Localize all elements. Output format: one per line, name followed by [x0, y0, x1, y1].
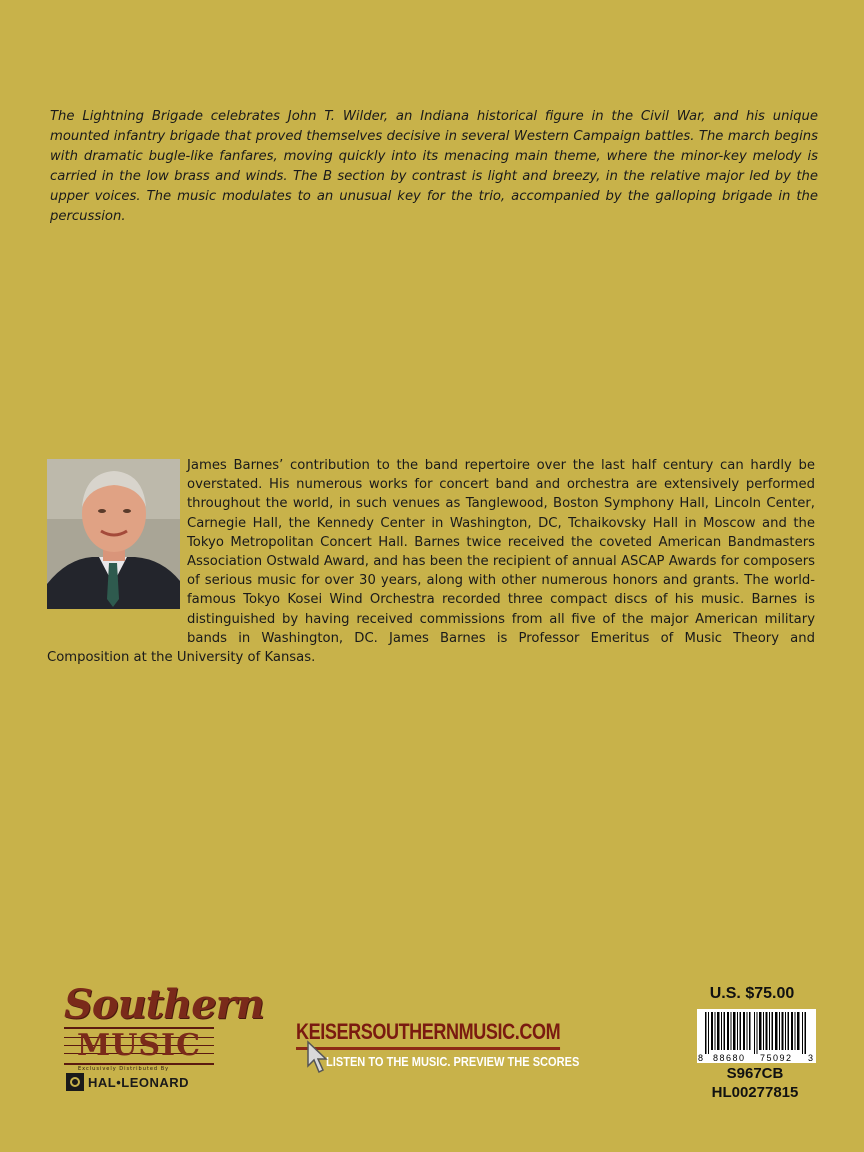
website-block [296, 1019, 624, 1069]
hal-leonard-text: HAL•LEONARD [88, 1074, 190, 1090]
distributed-by-text: Exclusively Distributed By [78, 1066, 170, 1072]
hal-leonard-mark-icon [66, 1073, 84, 1091]
cursor-icon [306, 1040, 328, 1074]
price: U.S. $75.00 [709, 985, 795, 1002]
barcode-digit-check: 3 [808, 1053, 814, 1063]
hal-leonard-logo [66, 1072, 189, 1092]
southern-music-logo [64, 981, 264, 1065]
barcode-digit-lead: 8 [698, 1053, 704, 1063]
composer-bio: James Barnes’ contribution to the band repertoire over the last half century can hardly be overstated. His numerous works for concert band and orchestra are extensively performed throughout the world, in such venues as Tanglewood, Boston Symphony Hall, Lincoln Center, Carnegie Hall, the Kennedy Center in Washington, DC, Tchaikovsky Hall in Moscow and the Tokyo Metropolitan Concert Hall. Barnes twice received the coveted American Bandmasters Association Ostwald Award, and has been the recipient of annual ASCAP Awards for composers of serious music for over 30 years, along with other numerous honors and grants. The world-famous Tokyo Kosei Wind Orchestra recorded three compact discs of his music. Barnes is distinguished by having received commissions from all five of the major American military bands in Washington, DC. James Barnes is Professor Emeritus of Music Theory and Composition at the University of Kansas. [47, 458, 815, 666]
website-tagline: LISTEN TO THE MUSIC. PREVIEW THE SCORES [326, 1054, 580, 1069]
logo-music-text: MUSIC [77, 1028, 201, 1063]
barcode-digits-left: 88680 [713, 1053, 746, 1063]
hl-number: HL00277815 [711, 1084, 799, 1101]
website-url[interactable]: KEISERSOUTHERNMUSIC.COM [296, 1019, 560, 1050]
catalog-number: S967CB [726, 1065, 784, 1082]
barcode [697, 1009, 816, 1063]
logo-music-box [64, 1027, 214, 1065]
barcode-digits-right: 75092 [760, 1053, 793, 1063]
piece-description: The Lightning Brigade celebrates John T. Wilder, an Indiana historical figure in the Civil War, and his unique mounted infantry brigade that proved themselves decisive in several Western Campaign battles. The march begins with dramatic bugle-like fanfares, moving quickly into its menacing main theme, where the minor-key melody is carried in the low brass and winds. The B section by contrast is light and breezy, in the relative major led by the upper voices. The music modulates to an unusual key for the trio, accompanied by the galloping brigade in the percussion. [50, 109, 818, 224]
barcode-bars-icon [705, 1012, 806, 1054]
logo-southern-text: Southern [64, 981, 264, 1028]
